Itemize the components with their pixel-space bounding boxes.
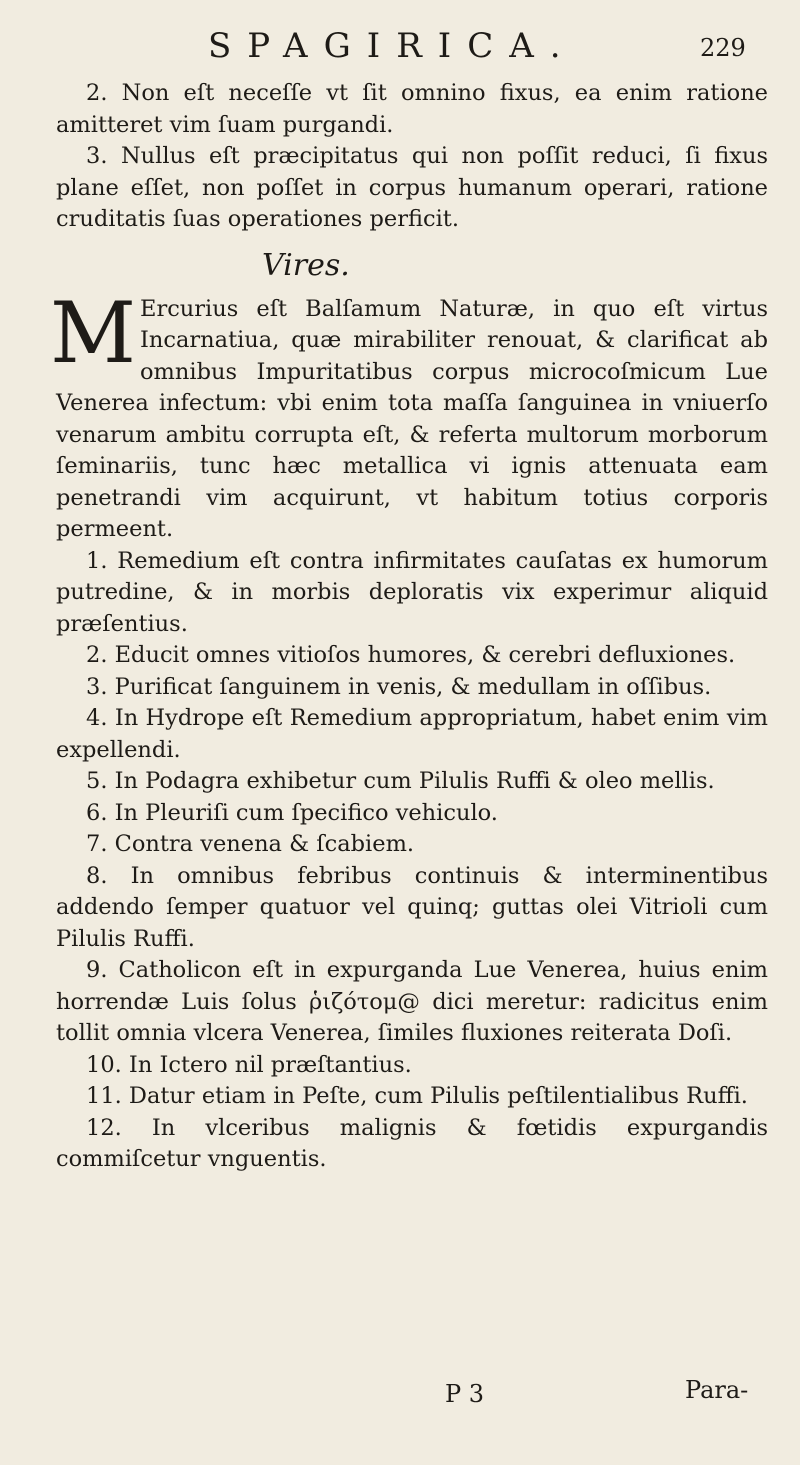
list-item: 9. Catholicon eſt in expurganda Lue Venerea, huius enim horrendæ Luis ſolus ῥιζότομ@ dici meretur: radicitus enim tollit omnia vlcera Venerea, ſimiles fluxiones reiterata Doſi. — [56, 957, 768, 1046]
list-item: 12. In vlceribus malignis & fœtidis expurgandis commiſcetur vnguentis. — [56, 1114, 768, 1172]
list-item: 6. In Pleuriſi cum ſpecifico vehiculo. — [86, 799, 498, 826]
drop-cap: M — [50, 283, 137, 382]
catchword: Para- — [685, 1376, 749, 1404]
list-item: 8. In omnibus febribus continuis & interminentibus addendo ſemper quatuor vel quinq; guttas olei Vitrioli cum Pilulis Ruffi. — [56, 862, 768, 952]
list-item: 4. In Hydrope eſt Remedium appropriatum, habet enim vim expellendi. — [56, 705, 768, 763]
lead-paragraph: Ercurius eſt Balſamum Naturæ, in quo eſt virtus Incarnatiua, quæ mirabiliter renouat, & clarificat ab omnibus Impuritatibus corpus microcoſmicum Lue Venerea infectum: vbi enim tota maſſa ſanguinea in vniuerſo venarum ambitu corrupta eſt, & referta multorum morborum ſeminariis, tunc hæc metallica vi ignis attenuata eam penetrandi vim acquirunt, vt habitum totius corporis permeent. — [56, 295, 768, 542]
paragraph-2: 2. Non eſt neceſſe vt ſit omnino fixus, ea enim ratione amitteret vim ſuam purgandi. — [56, 80, 768, 138]
page-footer — [0, 1376, 800, 1420]
list-item: 11. Datur etiam in Peſte, cum Pilulis peſtilentialibus Ruffi. — [86, 1083, 748, 1109]
list-item: 1. Remedium eſt contra infirmitates cauſatas ex humorum putredine, & in morbis deploratis vix experimur aliquid præſentius. — [56, 547, 768, 637]
page-number: 229 — [700, 34, 746, 62]
signature-mark: P 3 — [445, 1380, 485, 1408]
running-title: SPAGIRICA. — [208, 26, 577, 66]
list-item: 3. Purificat ſanguinem in venis, & medullam in oſſibus. — [86, 673, 712, 700]
list-item: 5. In Podagra exhibetur cum Pilulis Ruffi & oleo mellis. — [86, 768, 715, 794]
paragraph-3: 3. Nullus eſt præcipitatus qui non poſſit reduci, ſi fixus plane eſſet, non poſſet in corpus humanum operari, ratione cruditatis ſuas operationes perficit. — [56, 143, 768, 232]
list-item: 7. Contra venena & ſcabiem. — [86, 831, 415, 857]
page-body — [50, 78, 768, 1176]
list-item: 10. In Ictero nil præſtantius. — [86, 1051, 412, 1078]
page-header — [0, 22, 800, 72]
list-item: 2. Educit omnes vitioſos humores, & cerebri defluxiones. — [86, 642, 736, 668]
section-heading: Vires. — [262, 247, 350, 283]
